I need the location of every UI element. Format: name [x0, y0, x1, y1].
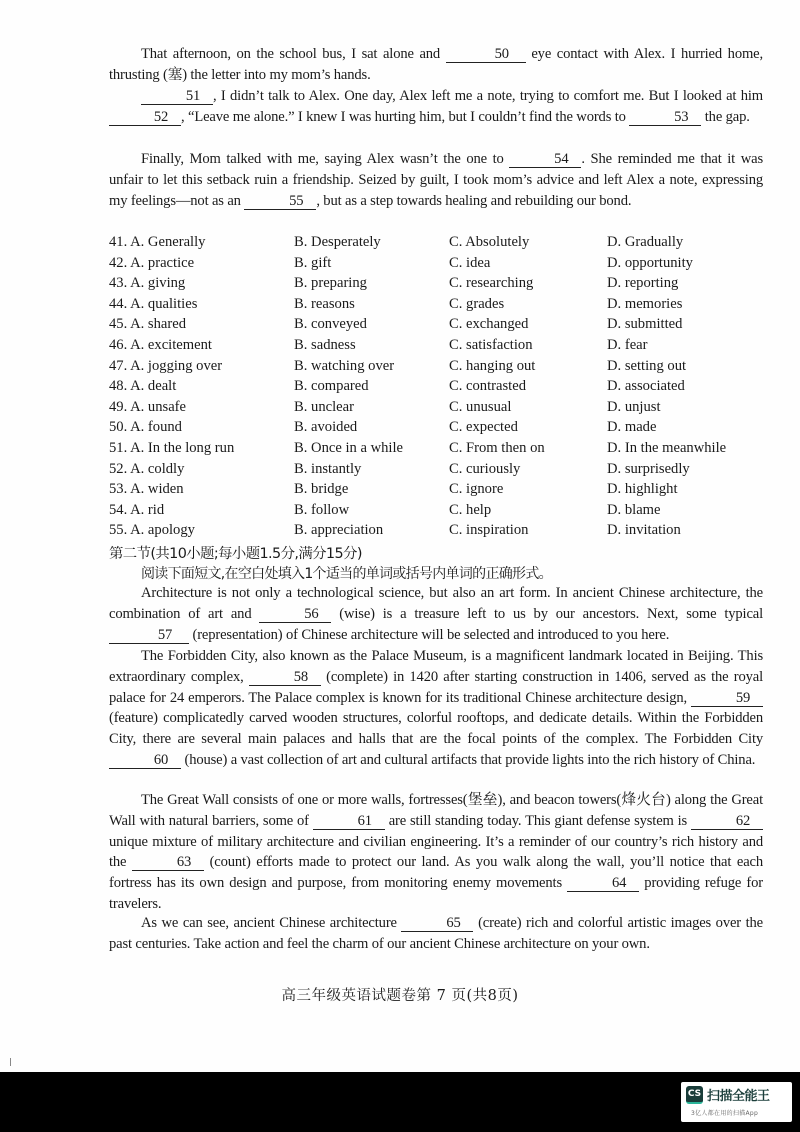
option-a: 48. A. dealt: [109, 378, 177, 395]
option-a: 54. A. rid: [109, 501, 165, 518]
option-b: B. preparing: [294, 275, 367, 292]
option-b: B. bridge: [294, 481, 349, 498]
blank-52: 52: [109, 109, 181, 126]
blank-54: 54: [509, 151, 581, 168]
option-a: 53. A. widen: [109, 481, 184, 498]
text: (count) efforts made to protect our land. As you walk along the wall, you’ll notice that each fortress has its own design and purpose, from monitoring enemy movements: [109, 854, 763, 892]
option-d: D. submitted: [607, 316, 683, 333]
option-row-41: [109, 232, 769, 253]
option-c: C. expected: [449, 419, 518, 436]
passage1-paragraph-3: [109, 149, 763, 211]
text: eye contact with Alex. I hurried home, thrusting (塞) the letter into my mom’s hands.: [109, 46, 763, 83]
watermark-header: [686, 1085, 770, 1104]
option-row-43: [109, 273, 769, 294]
option-row-46: [109, 335, 769, 356]
option-a: 46. A. excitement: [109, 336, 212, 353]
page-footer: 高三年级英语试题卷第 7 页(共8页): [281, 988, 519, 1004]
option-c: C. Absolutely: [449, 234, 530, 250]
blank-62: 62: [691, 813, 763, 830]
option-d: D. memories: [607, 295, 683, 312]
option-d: D. made: [607, 419, 657, 436]
option-b: B. conveyed: [294, 316, 367, 333]
text: (representation) of Chinese architecture will be selected and introduced to you here.: [189, 626, 670, 643]
watermark-app-name: 扫描全能王: [707, 1089, 770, 1104]
option-b: B. sadness: [294, 336, 356, 353]
blank-50: 50: [446, 46, 526, 63]
option-a: 47. A. jogging over: [109, 357, 223, 374]
text: , “Leave me alone.” I knew I was hurting him, but I couldn’t find the words to: [181, 108, 630, 125]
options-table: [109, 232, 769, 541]
passage2-paragraph-3: [109, 790, 763, 915]
option-row-49: [109, 397, 769, 418]
option-a: 41. A. Generally: [109, 234, 206, 250]
text: , I didn’t talk to Alex. One day, Alex left me a note, trying to comfort me. But I looked at him: [213, 88, 763, 104]
passage2-paragraph-1: [109, 583, 763, 645]
option-b: B. gift: [294, 254, 332, 271]
text: (complete) in 1420 after starting construction in 1406, served as the royal palace for 24 emperors. The Palace complex is known for its traditional Chinese architecture design,: [109, 668, 763, 706]
section-heading: 第二节(共10小题;每小题1.5分,满分15分): [109, 546, 362, 562]
text: (create) rich and colorful artistic images over the past centuries. Take action and feel the charm of our ancient Chinese architecture on your own.: [109, 915, 763, 952]
scanner-bottom-band: [0, 1072, 800, 1132]
option-d: D. fear: [607, 336, 648, 353]
text: As we can see, ancient Chinese architecture: [141, 915, 402, 931]
passage1-paragraph-1: [109, 44, 763, 86]
blank-61: 61: [313, 813, 385, 830]
option-b: B. follow: [294, 501, 350, 518]
blank-64: 64: [567, 875, 639, 892]
option-row-55: [109, 520, 769, 541]
option-d: D. In the meanwhile: [607, 439, 727, 456]
text: the gap.: [701, 108, 750, 125]
option-c: C. hanging out: [449, 357, 536, 374]
option-b: B. unclear: [294, 398, 354, 415]
text: are still standing today. This giant defense system is: [384, 812, 691, 829]
option-c: C. inspiration: [449, 522, 529, 539]
option-c: C. ignore: [449, 481, 504, 498]
blank-65: 65: [401, 915, 473, 932]
option-row-54: [109, 500, 769, 521]
option-c: C. idea: [449, 254, 491, 271]
passage2-paragraph-2: [109, 646, 763, 771]
option-c: C. exchanged: [449, 316, 529, 333]
option-b: B. instantly: [294, 460, 362, 477]
option-c: C. grades: [449, 295, 505, 312]
option-b: B. watching over: [294, 357, 395, 374]
option-c: C. help: [449, 501, 492, 518]
passage1-paragraph-2: [109, 86, 763, 128]
text: providing refuge for travelers.: [109, 875, 763, 912]
option-d: D. highlight: [607, 481, 678, 498]
blank-63: 63: [132, 854, 204, 871]
option-a: 42. A. practice: [109, 254, 195, 271]
text: (feature) complicatedly carved wooden structures, colorful rooftops, and dedicate details. Within the Forbidden City, there are several main palaces and halls that are the focal points of the complex. The Forbidden City: [109, 710, 763, 748]
option-b: B. avoided: [294, 419, 358, 436]
blank-51: 51: [141, 88, 213, 105]
option-b: B. Once in a while: [294, 439, 404, 456]
text: , but as a step towards healing and rebuilding our bond.: [316, 192, 632, 209]
text: That afternoon, on the school bus, I sat alone and: [141, 46, 446, 62]
option-d: D. surprisedly: [607, 460, 690, 477]
option-row-47: [109, 356, 769, 377]
blank-57: 57: [109, 627, 189, 644]
text: . She reminded me that it was unfair to let this setback ruin a friendship. Seized by guilt, I took mom’s advice and left Alex a note, expressing my feelings—not as an: [109, 151, 763, 209]
option-d: D. opportunity: [607, 254, 693, 271]
option-row-52: [109, 459, 769, 480]
blank-59: 59: [691, 690, 763, 707]
option-b: B. appreciation: [294, 522, 384, 539]
camscanner-watermark: [681, 1082, 792, 1122]
option-c: C. curiously: [449, 460, 521, 477]
text: The Forbidden City, also known as the Palace Museum, is a magnificent landmark located in Beijing. This extraordinary complex,: [109, 648, 763, 685]
option-row-44: [109, 294, 769, 315]
option-b: B. Desperately: [294, 234, 381, 250]
blank-60: 60: [109, 752, 181, 769]
text: unique mixture of military architecture and civilian engineering. It’s a reminder of our country’s rich history and the: [109, 833, 763, 871]
option-c: C. From then on: [449, 439, 545, 456]
blank-55: 55: [244, 193, 316, 210]
option-d: D. setting out: [607, 357, 687, 374]
option-d: D. unjust: [607, 398, 661, 415]
text: Architecture is not only a technological science, but also an art form. In ancient Chinese architecture, the combination of art and: [109, 585, 763, 622]
option-a: 43. A. giving: [109, 275, 186, 292]
blank-58: 58: [249, 669, 321, 686]
option-a: 45. A. shared: [109, 316, 187, 333]
option-b: B. compared: [294, 378, 369, 395]
option-a: 52. A. coldly: [109, 460, 185, 477]
option-c: C. contrasted: [449, 378, 527, 395]
text: The Great Wall consists of one or more walls, fortresses(堡垒), and beacon towers(烽火台) along the Great Wall with natural barriers, some of: [109, 792, 763, 829]
text: Finally, Mom talked with me, saying Alex wasn’t the one to: [141, 151, 510, 167]
option-row-48: [109, 376, 769, 397]
passage2-paragraph-4: [109, 913, 763, 955]
option-c: C. satisfaction: [449, 336, 533, 353]
scan-speck: [10, 1058, 11, 1066]
blank-53: 53: [629, 109, 701, 126]
option-a: 55. A. apology: [109, 522, 195, 539]
option-d: D. invitation: [607, 522, 681, 539]
option-row-45: [109, 314, 769, 335]
option-row-53: [109, 479, 769, 500]
camscanner-logo-icon: CS: [686, 1086, 703, 1104]
option-a: 51. A. In the long run: [109, 439, 235, 456]
option-c: C. researching: [449, 275, 534, 292]
option-a: 50. A. found: [109, 419, 182, 436]
watermark-tagline: 3亿人都在用的扫描App: [691, 1110, 759, 1117]
option-b: B. reasons: [294, 295, 355, 312]
option-a: 49. A. unsafe: [109, 398, 187, 415]
text: (house) a vast collection of art and cultural artifacts that provide lights into the rich history of China.: [181, 751, 756, 768]
option-a: 44. A. qualities: [109, 295, 198, 312]
option-d: D. reporting: [607, 275, 679, 292]
option-d: D. blame: [607, 501, 661, 518]
option-d: D. Gradually: [607, 234, 684, 250]
option-c: C. unusual: [449, 398, 512, 415]
option-d: D. associated: [607, 378, 685, 395]
text: (wise) is a treasure left to us by our ancestors. Next, some typical: [331, 605, 763, 622]
option-row-42: [109, 253, 769, 274]
option-row-51: [109, 438, 769, 459]
section-instruction: 阅读下面短文,在空白处填入1个适当的单词或括号内单词的正确形式。: [141, 566, 552, 582]
blank-56: 56: [259, 606, 331, 623]
option-row-50: [109, 417, 769, 438]
